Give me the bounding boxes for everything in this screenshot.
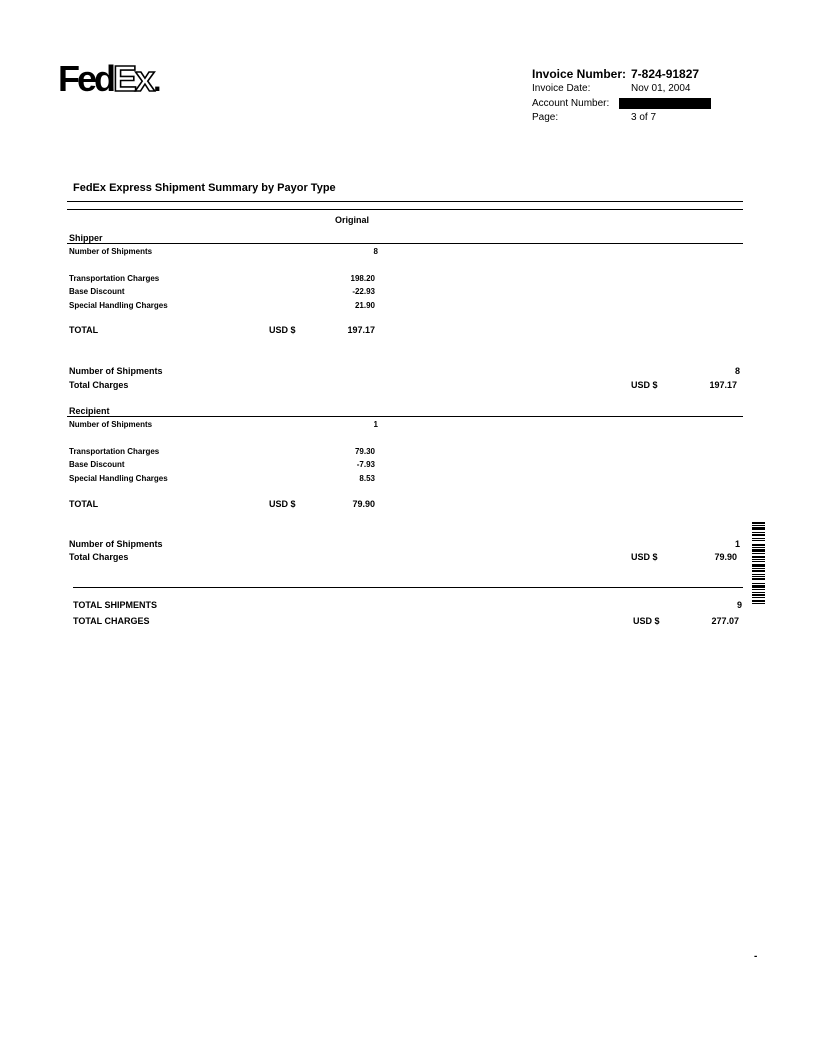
recipient-summary-currency: USD $	[631, 552, 658, 562]
shipper-charge-value: 21.90	[354, 301, 375, 310]
recipient-total-value: 79.90	[352, 499, 375, 509]
logo-fed: Fed	[58, 58, 114, 99]
total-charges-label: TOTAL CHARGES	[73, 616, 150, 626]
recipient-rule	[67, 416, 743, 417]
title-rule-top	[67, 201, 743, 202]
recipient-num-shipments-label: Number of Shipments	[69, 420, 153, 429]
recipient-summary-shipments-label: Number of Shipments	[69, 539, 163, 549]
report-title: FedEx Express Shipment Summary by Payor Type	[73, 182, 336, 194]
logo-ex: Ex	[113, 58, 154, 99]
page-value: 3 of 7	[631, 112, 657, 123]
title-rule-bottom	[67, 209, 743, 210]
shipper-rule	[67, 243, 743, 244]
shipper-charge-value: 198.20	[350, 274, 375, 283]
recipient-summary-charges-label: Total Charges	[69, 552, 129, 562]
recipient-num-shipments: 1	[373, 420, 378, 429]
shipper-summary-charges-label: Total Charges	[69, 380, 129, 390]
footer-mark: -	[754, 951, 758, 962]
shipper-charge-label: Base Discount	[69, 287, 125, 296]
recipient-charge-label: Transportation Charges	[69, 447, 160, 456]
barcode	[752, 522, 765, 622]
grand-total-rule	[73, 587, 743, 588]
column-header-original: Original	[335, 215, 370, 225]
recipient-charge-value: 79.30	[354, 447, 375, 456]
recipient-charge-label: Special Handling Charges	[69, 474, 168, 483]
recipient-summary-charges: 79.90	[714, 552, 737, 562]
invoice-number-label: Invoice Number:	[532, 67, 627, 81]
invoice-date: Nov 01, 2004	[631, 83, 691, 94]
shipper-total-currency: USD $	[269, 325, 296, 335]
shipper-summary-charges: 197.17	[709, 380, 737, 390]
recipient-heading: Recipient	[69, 406, 110, 416]
page-label: Page:	[532, 112, 559, 123]
shipper-charge-label: Transportation Charges	[69, 274, 160, 283]
shipper-num-shipments-label: Number of Shipments	[69, 247, 153, 256]
recipient-total-label: TOTAL	[69, 499, 99, 509]
redacted-account-number	[619, 98, 711, 109]
recipient-total-currency: USD $	[269, 499, 296, 509]
account-number-label: Account Number:	[532, 98, 610, 109]
recipient-charge-value: -7.93	[356, 460, 375, 469]
invoice-date-label: Invoice Date:	[532, 83, 591, 94]
total-shipments-label: TOTAL SHIPMENTS	[73, 600, 158, 610]
shipper-total-label: TOTAL	[69, 325, 99, 335]
logo-dot: .	[153, 65, 162, 98]
shipper-num-shipments: 8	[373, 247, 378, 256]
shipper-summary-shipments: 8	[734, 366, 740, 376]
total-shipments: 9	[736, 600, 742, 610]
shipper-summary-shipments-label: Number of Shipments	[69, 366, 163, 376]
total-charges-currency: USD $	[633, 616, 660, 626]
shipper-charge-value: -22.93	[352, 287, 375, 296]
total-charges: 277.07	[711, 616, 739, 626]
fedex-logo	[58, 58, 161, 100]
recipient-charge-value: 8.53	[359, 474, 375, 483]
recipient-charge-label: Base Discount	[69, 460, 125, 469]
shipper-summary-currency: USD $	[631, 380, 658, 390]
shipper-heading: Shipper	[69, 233, 103, 243]
recipient-summary-shipments: 1	[734, 539, 740, 549]
shipper-charge-label: Special Handling Charges	[69, 301, 168, 310]
shipper-total-value: 197.17	[347, 325, 375, 335]
invoice-number: 7-824-91827	[631, 67, 700, 81]
